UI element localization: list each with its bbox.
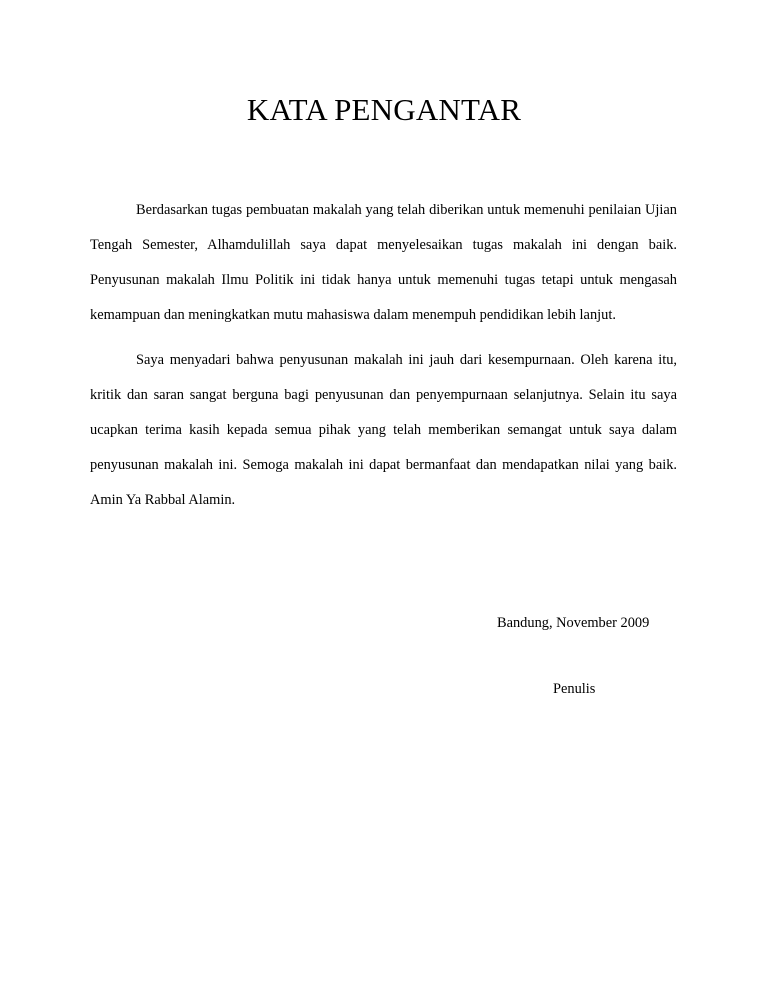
place-date: Bandung, November 2009 [497, 615, 650, 631]
paragraph-2: Saya menyadari bahwa penyusunan makalah ini jauh dari kesempurnaan. Oleh karena itu, kritik dan saran sangat berguna bagi penyusunan dan penyempurnaan selanjutnya. Selain itu saya ucapkan terima kasih kepada semua pihak yang telah memberikan semangat untuk saya dalam penyusunan makalah ini. Semoga makalah ini dapat bermanfaat dan mendapatkan nilai yang baik. Amin Ya Rabbal Alamin. [90, 352, 677, 508]
page-title: KATA PENGANTAR [246, 92, 522, 127]
author-signature: Penulis [553, 681, 596, 697]
paragraph-1: Berdasarkan tugas pembuatan makalah yang telah diberikan untuk memenuhi penilaian Ujian Tengah Semester, Alhamdulillah saya dapat menyelesaikan tugas makalah ini dengan baik. Penyusunan makalah Ilmu Politik ini tidak hanya untuk memenuhi tugas tetapi untuk mengasah kemampuan dan meningkatkan mutu mahasiswa dalam menempuh pendidikan lebih lanjut. [90, 202, 677, 323]
